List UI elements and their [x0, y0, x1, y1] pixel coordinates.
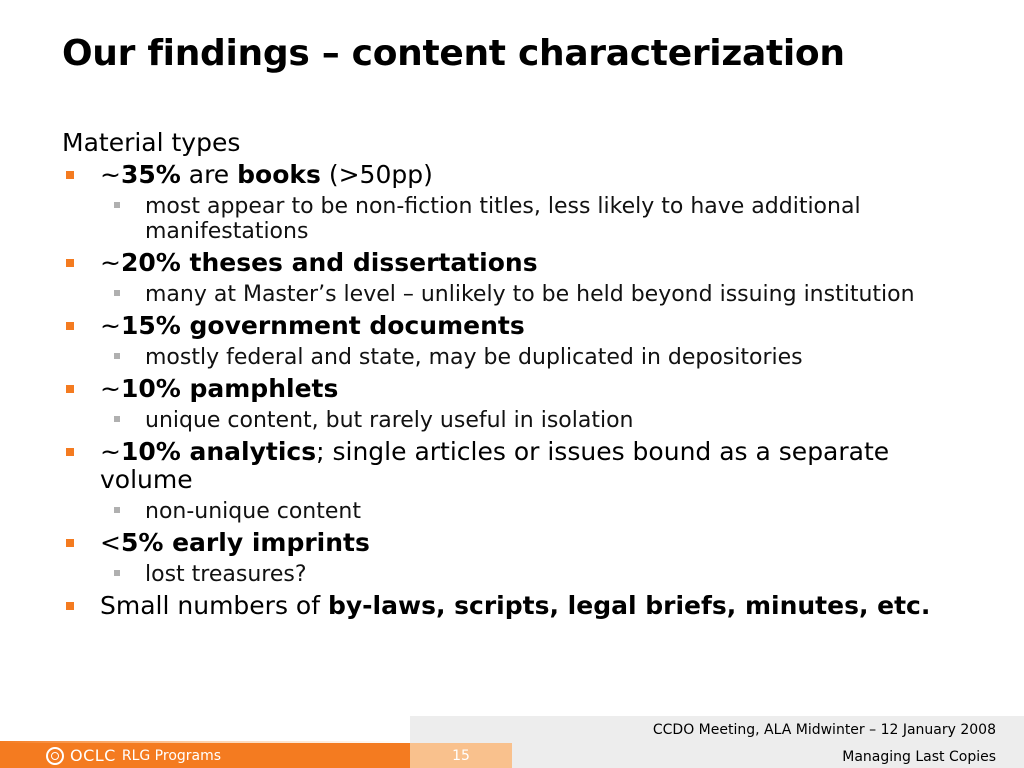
sub-bullet-analytics: non-unique content: [62, 499, 962, 524]
bullet-pamphlets: ~10% pamphlets: [62, 375, 962, 403]
sub-bullet-square-icon: [114, 290, 120, 296]
sub-bullet-government-documents: mostly federal and state, may be duplicated in depositories: [62, 345, 962, 370]
footer-event-text: Managing Last Copies: [842, 749, 996, 765]
sub-bullet-theses: many at Master’s level – unlikely to be held beyond issuing institution: [62, 282, 962, 307]
bullet-books: ~35% are books (>50pp): [62, 161, 962, 189]
footer-meeting-text: CCDO Meeting, ALA Midwinter – 12 January 2008: [652, 722, 996, 738]
sub-bullet-square-icon: [114, 570, 120, 576]
bullet-small-numbers: Small numbers of by-laws, scripts, legal briefs, minutes, etc.: [62, 592, 962, 620]
bullet-square-icon: [66, 259, 74, 267]
oclc-logo: [46, 745, 221, 766]
sub-bullet-square-icon: [114, 353, 120, 359]
bullet-theses: ~20% theses and dissertations: [62, 249, 962, 277]
bullet-square-icon: [66, 539, 74, 547]
sub-bullet-pamphlets: unique content, but rarely useful in isolation: [62, 408, 962, 433]
slide-body: [62, 127, 962, 625]
sub-bullet-square-icon: [114, 507, 120, 513]
bullet-square-icon: [66, 448, 74, 456]
sub-bullet-square-icon: [114, 202, 120, 208]
bullet-analytics: ~10% analytics; single articles or issues bound as a separate volume: [62, 438, 962, 494]
bullet-early-imprints: <5% early imprints: [62, 529, 962, 557]
sub-bullet-square-icon: [114, 416, 120, 422]
rlg-programs-label: RLG Programs: [121, 747, 222, 764]
oclc-logo-text: OCLC: [70, 746, 116, 765]
bullet-square-icon: [66, 171, 74, 179]
bullet-square-icon: [66, 602, 74, 610]
bullet-government-documents: ~15% government documents: [62, 312, 962, 340]
slide-title: Our findings – content characterization: [62, 33, 845, 74]
sub-bullet-books: most appear to be non-fiction titles, less likely to have additional manifestations: [62, 194, 962, 244]
sub-bullet-early-imprints: lost treasures?: [62, 562, 962, 587]
section-heading: Material types: [62, 128, 241, 157]
bullet-square-icon: [66, 322, 74, 330]
oclc-logo-icon: [46, 747, 64, 765]
bullet-square-icon: [66, 385, 74, 393]
page-number: 15: [410, 743, 512, 768]
